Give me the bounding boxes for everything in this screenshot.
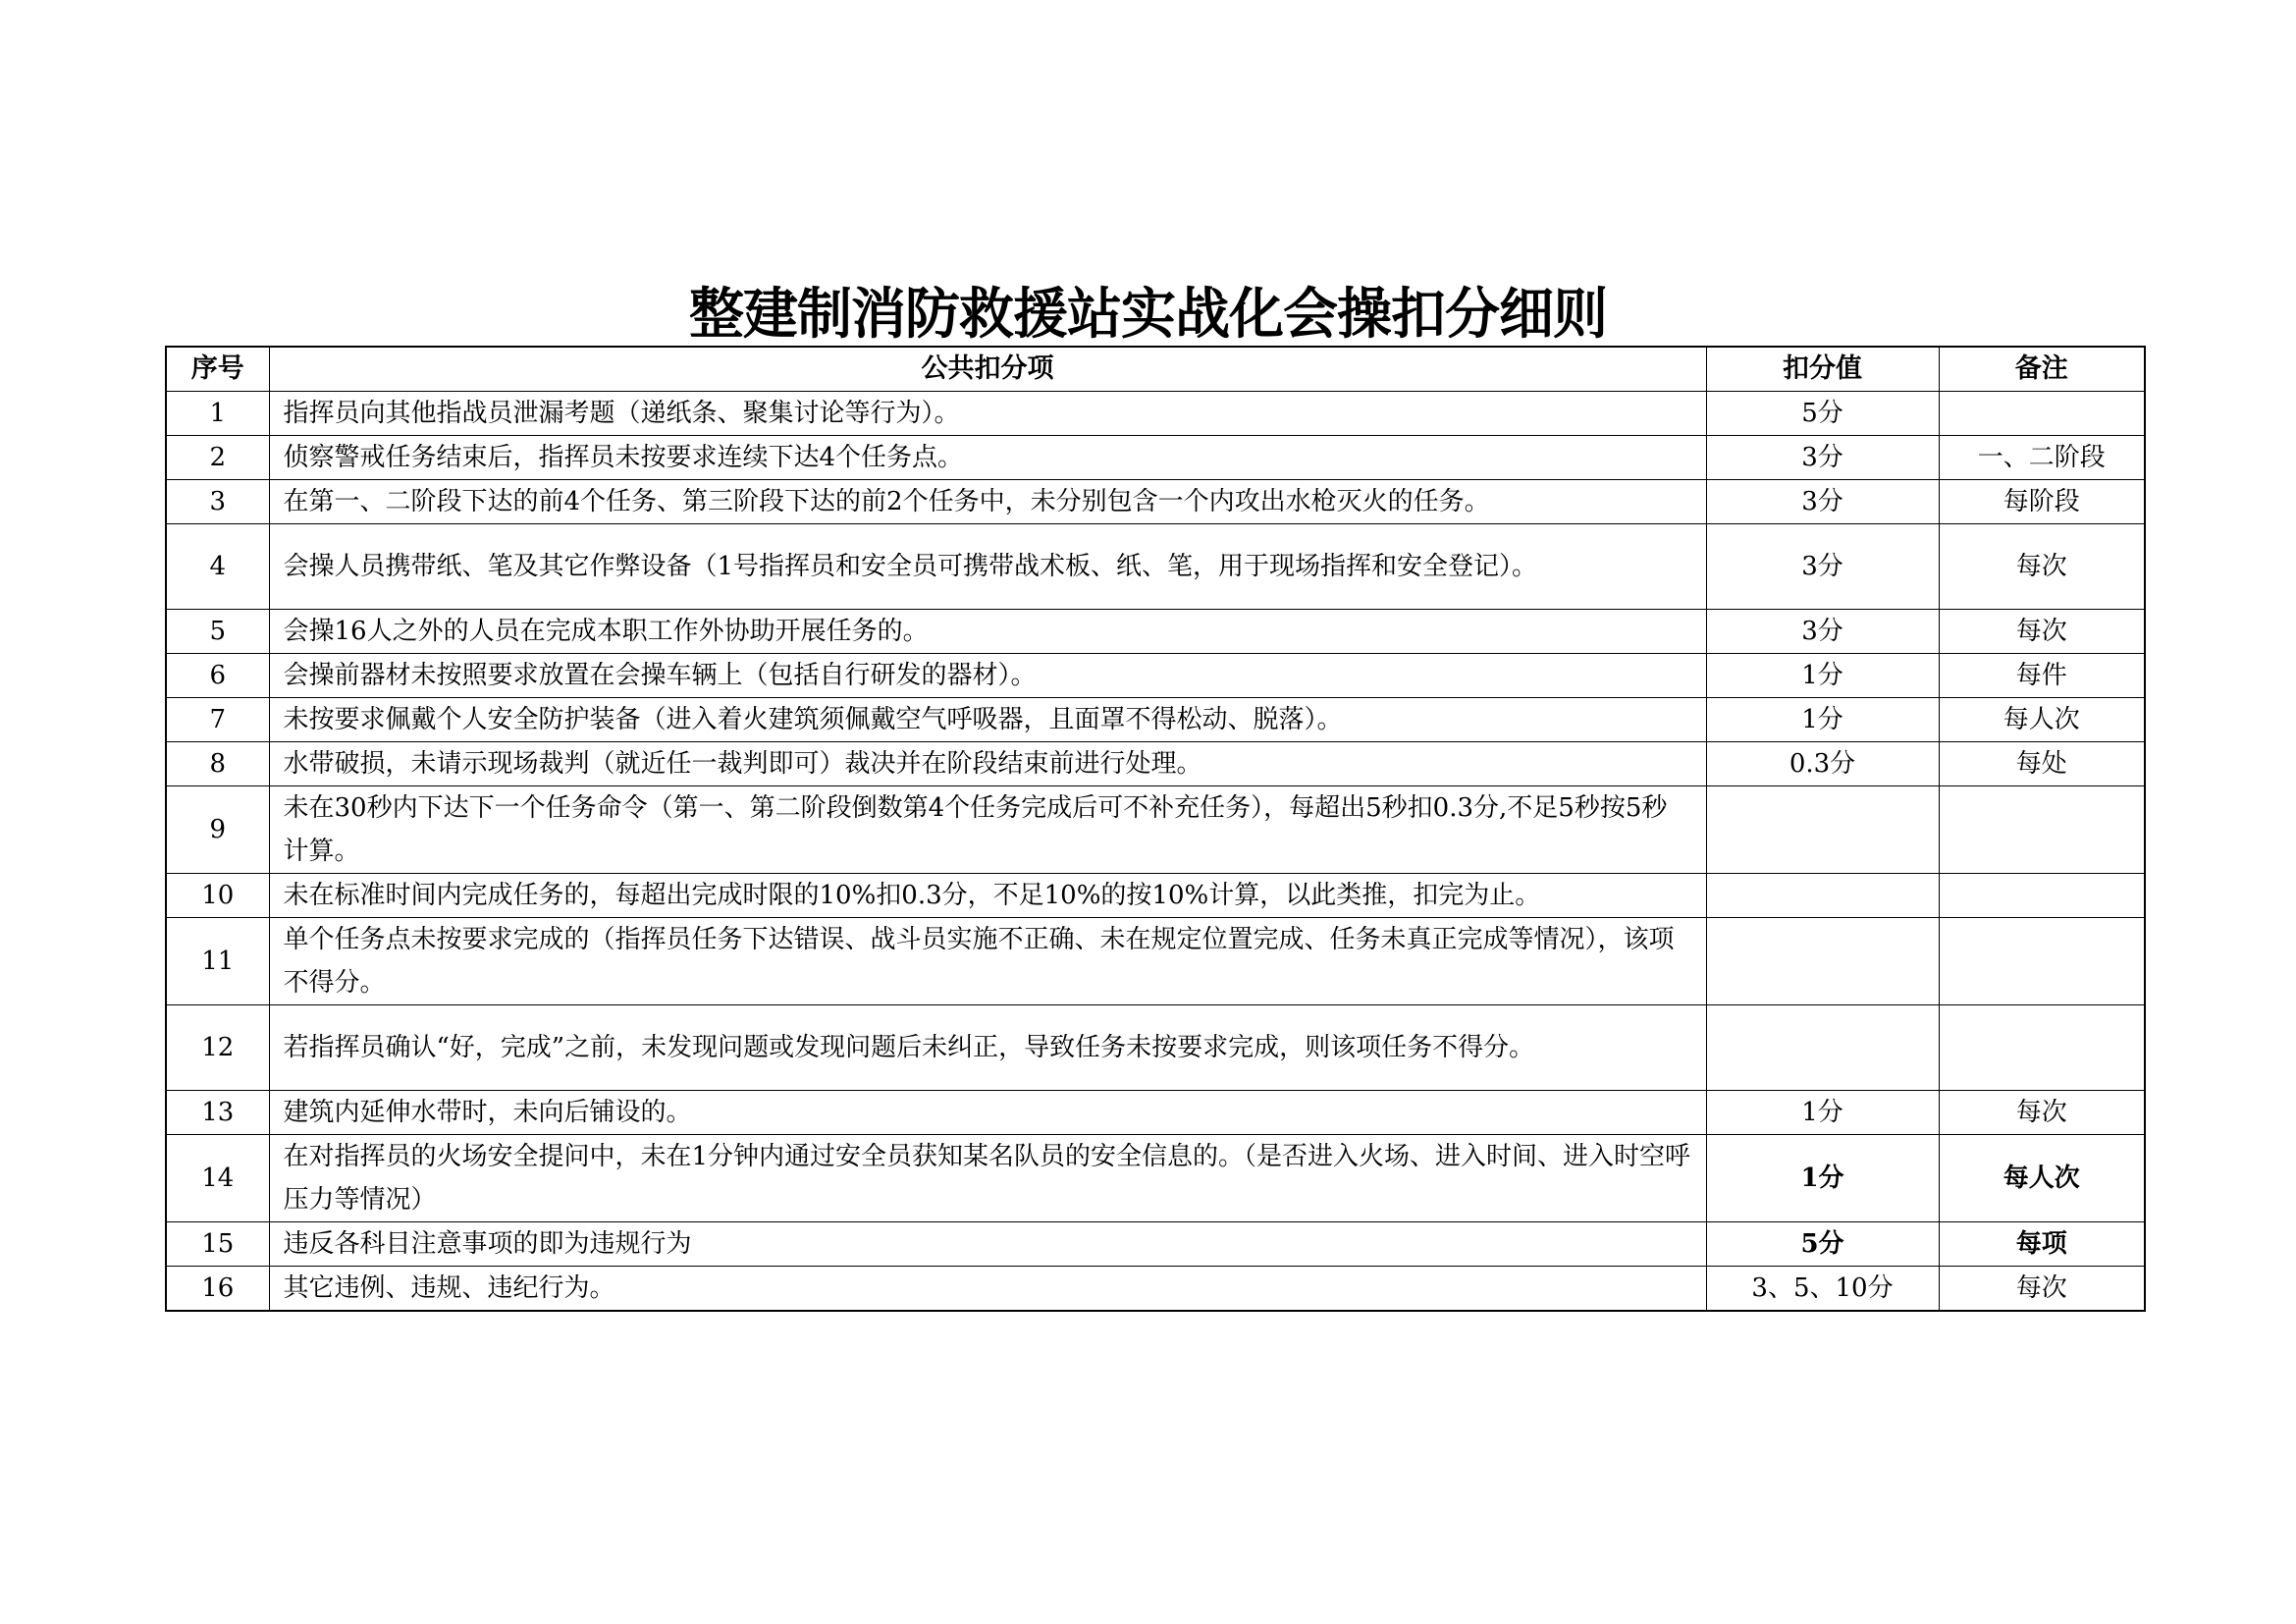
table-header-row xyxy=(166,347,2145,392)
row-note xyxy=(1939,786,2145,874)
row-number: 3 xyxy=(166,480,269,524)
table-row xyxy=(166,1267,2145,1312)
row-item: 水带破损，未请示现场裁判（就近任一裁判即可）裁决并在阶段结束前进行处理。 xyxy=(269,742,1706,786)
table-row xyxy=(166,742,2145,786)
row-item: 会操前器材未按照要求放置在会操车辆上（包括自行研发的器材）。 xyxy=(269,654,1706,698)
row-points xyxy=(1706,1005,1939,1091)
row-note: 每件 xyxy=(1939,654,2145,698)
table-row xyxy=(166,874,2145,918)
row-note xyxy=(1939,874,2145,918)
table-row xyxy=(166,1135,2145,1222)
row-note xyxy=(1939,918,2145,1005)
row-item: 违反各科目注意事项的即为违规行为 xyxy=(269,1222,1706,1267)
row-item: 未在30秒内下达下一个任务命令（第一、第二阶段倒数第4个任务完成后可不补充任务），每超出5秒扣0.3分,不足5秒按5秒计算。 xyxy=(269,786,1706,874)
table-row xyxy=(166,524,2145,610)
row-note: 每阶段 xyxy=(1939,480,2145,524)
row-item: 会操人员携带纸、笔及其它作弊设备（1号指挥员和安全员可携带战术板、纸、笔，用于现场指挥和安全登记）。 xyxy=(269,524,1706,610)
row-points: 0.3分 xyxy=(1706,742,1939,786)
row-number: 9 xyxy=(166,786,269,874)
row-number: 6 xyxy=(166,654,269,698)
table-body xyxy=(166,392,2145,1312)
row-points: 1分 xyxy=(1706,654,1939,698)
row-points xyxy=(1706,786,1939,874)
row-note: 每次 xyxy=(1939,524,2145,610)
row-item: 未按要求佩戴个人安全防护装备（进入着火建筑须佩戴空气呼吸器，且面罩不得松动、脱落）。 xyxy=(269,698,1706,742)
row-points: 3分 xyxy=(1706,436,1939,480)
row-note: 每次 xyxy=(1939,610,2145,654)
row-number: 16 xyxy=(166,1267,269,1312)
row-number: 5 xyxy=(166,610,269,654)
row-note: 每次 xyxy=(1939,1267,2145,1312)
table-row xyxy=(166,918,2145,1005)
row-note: 每人次 xyxy=(1939,698,2145,742)
header-item: 公共扣分项 xyxy=(269,347,1706,392)
table-row xyxy=(166,1005,2145,1091)
row-points xyxy=(1706,918,1939,1005)
row-note xyxy=(1939,392,2145,436)
document-title: 整建制消防救援站实战化会操扣分细则 xyxy=(689,283,1607,347)
row-points: 1分 xyxy=(1706,698,1939,742)
row-number: 8 xyxy=(166,742,269,786)
row-item: 侦察警戒任务结束后，指挥员未按要求连续下达4个任务点。 xyxy=(269,436,1706,480)
row-note: 一、二阶段 xyxy=(1939,436,2145,480)
row-note: 每人次 xyxy=(1939,1135,2145,1222)
row-number: 11 xyxy=(166,918,269,1005)
table-row xyxy=(166,1091,2145,1135)
row-points: 5分 xyxy=(1706,1222,1939,1267)
table-row xyxy=(166,392,2145,436)
row-points: 3分 xyxy=(1706,480,1939,524)
row-points: 1分 xyxy=(1706,1135,1939,1222)
row-item: 会操16人之外的人员在完成本职工作外协助开展任务的。 xyxy=(269,610,1706,654)
row-item: 建筑内延伸水带时，未向后铺设的。 xyxy=(269,1091,1706,1135)
table-row xyxy=(166,698,2145,742)
row-points: 3分 xyxy=(1706,524,1939,610)
row-item: 指挥员向其他指战员泄漏考题（递纸条、聚集讨论等行为）。 xyxy=(269,392,1706,436)
row-item: 单个任务点未按要求完成的（指挥员任务下达错误、战斗员实施不正确、未在规定位置完成、任务未真正完成等情况），该项不得分。 xyxy=(269,918,1706,1005)
row-item: 未在标准时间内完成任务的，每超出完成时限的10%扣0.3分，不足10%的按10%计算，以此类推，扣完为止。 xyxy=(269,874,1706,918)
table-row xyxy=(166,1222,2145,1267)
row-item: 在第一、二阶段下达的前4个任务、第三阶段下达的前2个任务中，未分别包含一个内攻出水枪灭火的任务。 xyxy=(269,480,1706,524)
row-note xyxy=(1939,1005,2145,1091)
deduction-table xyxy=(165,346,2146,1312)
header-no: 序号 xyxy=(166,347,269,392)
row-number: 2 xyxy=(166,436,269,480)
row-points xyxy=(1706,874,1939,918)
row-item: 若指挥员确认“好，完成”之前，未发现问题或发现问题后未纠正，导致任务未按要求完成，则该项任务不得分。 xyxy=(269,1005,1706,1091)
row-number: 13 xyxy=(166,1091,269,1135)
header-note: 备注 xyxy=(1939,347,2145,392)
row-item: 其它违例、违规、违纪行为。 xyxy=(269,1267,1706,1312)
row-number: 7 xyxy=(166,698,269,742)
row-points: 5分 xyxy=(1706,392,1939,436)
row-number: 14 xyxy=(166,1135,269,1222)
row-points: 1分 xyxy=(1706,1091,1939,1135)
table-row xyxy=(166,610,2145,654)
row-number: 15 xyxy=(166,1222,269,1267)
row-points: 3、5、10分 xyxy=(1706,1267,1939,1312)
row-note: 每项 xyxy=(1939,1222,2145,1267)
row-number: 4 xyxy=(166,524,269,610)
row-note: 每次 xyxy=(1939,1091,2145,1135)
row-number: 12 xyxy=(166,1005,269,1091)
row-number: 10 xyxy=(166,874,269,918)
row-number: 1 xyxy=(166,392,269,436)
header-points: 扣分值 xyxy=(1706,347,1939,392)
row-item: 在对指挥员的火场安全提问中，未在1分钟内通过安全员获知某名队员的安全信息的。（是否进入火场、进入时间、进入时空呼压力等情况） xyxy=(269,1135,1706,1222)
table-row xyxy=(166,654,2145,698)
row-points: 3分 xyxy=(1706,610,1939,654)
table-row xyxy=(166,480,2145,524)
row-note: 每处 xyxy=(1939,742,2145,786)
table-row xyxy=(166,436,2145,480)
table-row xyxy=(166,786,2145,874)
